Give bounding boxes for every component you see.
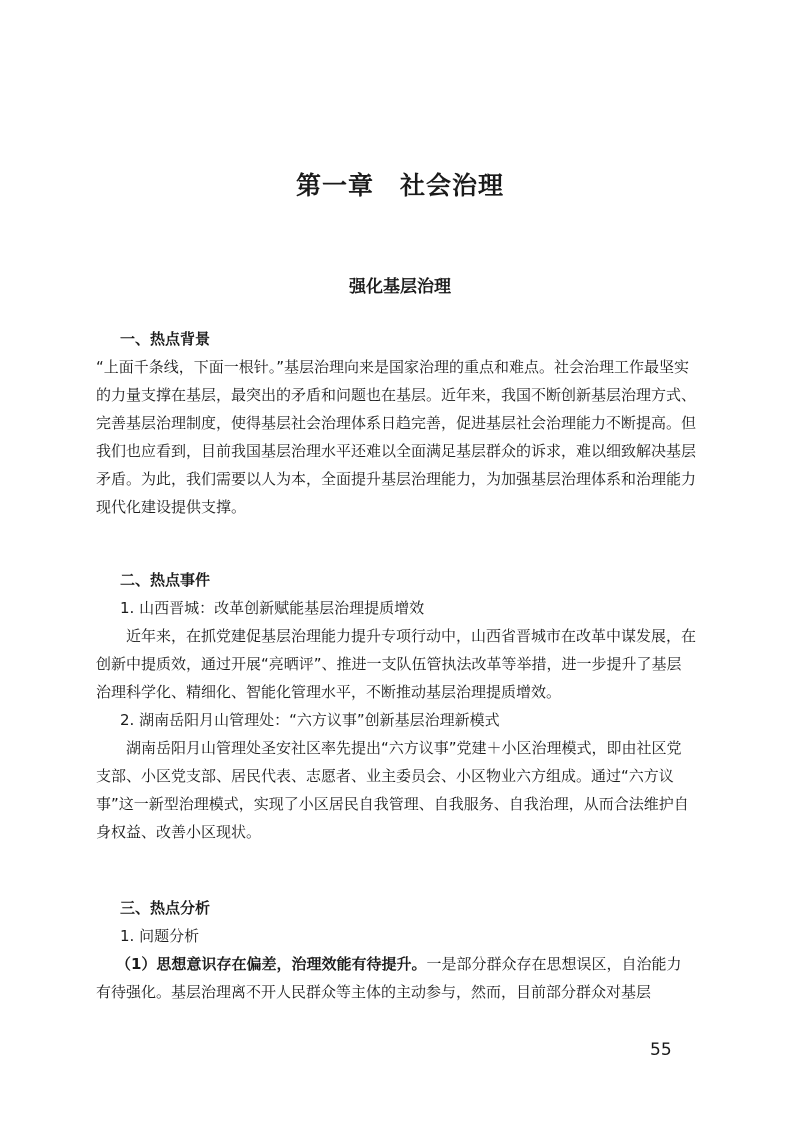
part2-heading: 二、热点事件 [120, 571, 211, 589]
event1-title: 1. 山西晋城：改革创新赋能基层治理提质增效 [120, 599, 425, 617]
part3-subheading: 1. 问题分析 [120, 927, 200, 945]
part1-heading: 一、热点背景 [120, 330, 211, 348]
section-title: 强化基层治理 [349, 277, 451, 297]
chapter-title: 第一章 社会治理 [295, 171, 504, 200]
part3-block [96, 894, 696, 1006]
event2-text: 湖南岳阳月山管理处圣安社区率先提出“六方议事”党建＋小区治理模式，即由社区党支部、小区党支部、居民代表、志愿者、业主委员会、小区物业六方组成。通过“六方议事”这一新型治理模式，实现了小区居民自我管理、自我服务、自我治理，从而合法维护自身权益、改善小区现状。 [96, 739, 689, 841]
event2-title: 2. 湖南岳阳月山管理处：“六方议事”创新基层治理新模式 [120, 711, 500, 729]
part2-block [96, 566, 696, 846]
point1-bold: （1）思想意识存在偏差，治理效能有待提升。 [116, 955, 427, 973]
part1-paragraph: “上面千条线，下面一根针。”基层治理向来是国家治理的重点和难点。社会治理工作最坚实的力量支撑在基层，最突出的矛盾和问题也在基层。近年来，我国不断创新基层治理方式、完善基层治理制度，使得基层社会治理体系日趋完善，促进基层社会治理能力不断提高。但我们也应看到，目前我国基层治理水平还难以全面满足基层群众的诉求，难以细致解决基层矛盾。为此，我们需要以人为本，全面提升基层治理能力，为加强基层治理体系和治理能力现代化建设提供支撑。 [96, 358, 697, 516]
part1-block [96, 325, 696, 521]
page-number: 55 [650, 1040, 672, 1060]
part3-heading: 三、热点分析 [120, 899, 211, 917]
point1-paragraph [96, 950, 696, 1006]
point1-text: 一是部分群众存在思想误区，自治能力有待强化。基层治理离不开人民群众等主体的主动参与，然而，目前部分群众对基层 [96, 955, 682, 1001]
event1-text: 近年来，在抓党建促基层治理能力提升专项行动中，山西省晋城市在改革中谋发展，在创新中提质效，通过开展“亮晒评”、推进一支队伍管执法改革等举措，进一步提升了基层治理科学化、精细化、智能化管理水平，不断推动基层治理提质增效。 [96, 627, 697, 701]
